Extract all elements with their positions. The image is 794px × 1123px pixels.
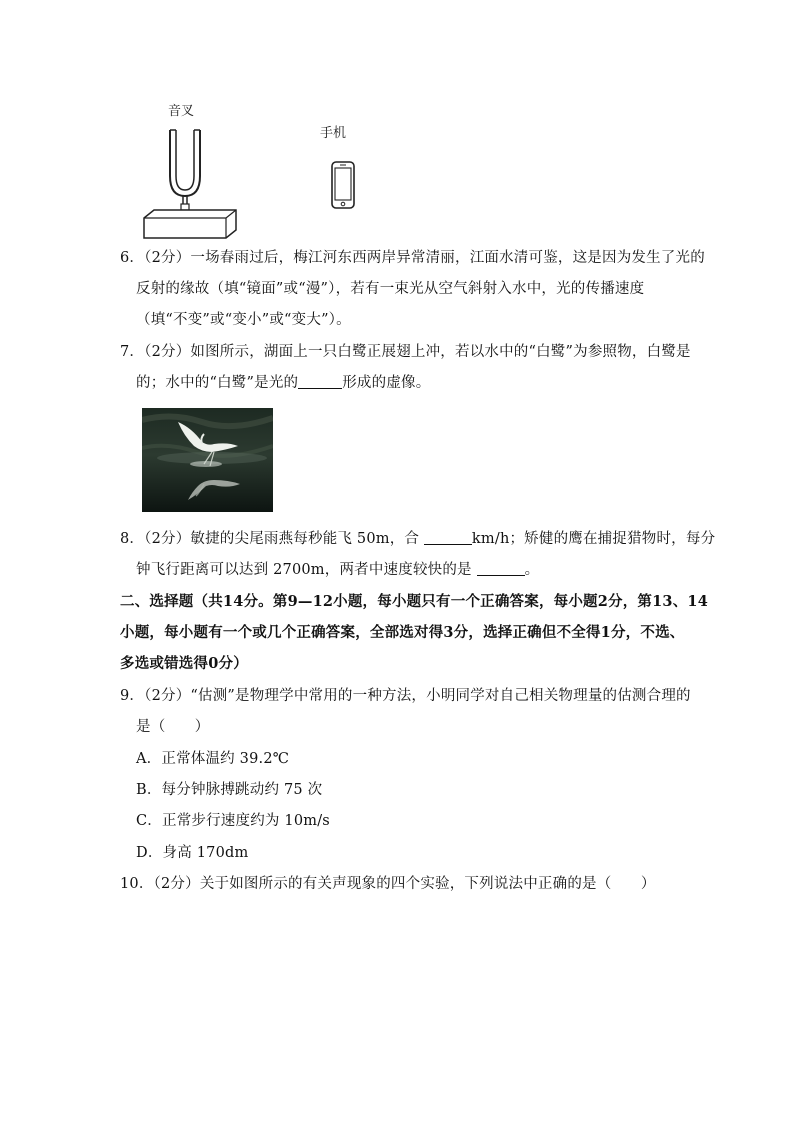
q6-line-1: 6．（2分）一场春雨过后，梅江河东西两岸异常清丽，江面水清可鉴，这是因为发生了光的 — [120, 250, 705, 266]
q8-line-2 — [136, 560, 539, 580]
q7-line-2-text-a: 的；水中的“白鹭”是光的 — [136, 375, 299, 391]
section-2-heading-line-1: 二、选择题（共14分。第9—12小题，每小题只有一个正确答案，每小题2分，第13、14 — [120, 593, 708, 610]
phone-label: 手机 — [320, 126, 347, 141]
q7-answer-blank[interactable] — [298, 374, 342, 389]
q7-line-2 — [136, 373, 430, 393]
q9-option-d[interactable]: D．身高 170dm — [136, 845, 249, 861]
q6-line-2: 反射的缘故（填“镜面”或“漫”），若有一束光从空气斜射入水中，光的传播速度 — [136, 281, 645, 297]
q9-option-a[interactable]: A．正常体温约 39.2℃ — [136, 751, 290, 767]
q9-option-b[interactable]: B．每分钟脉搏跳动约 75 次 — [136, 782, 323, 798]
q8-line-1 — [120, 529, 715, 549]
q9-line-1: 9．（2分）“估测”是物理学中常用的一种方法，小明同学对自己相关物理量的估测合理的 — [120, 688, 691, 704]
q9-line-2: 是（ ） — [136, 719, 210, 735]
q10-line-1: 10．（2分）关于如图所示的有关声现象的四个实验，下列说法中正确的是（ ） — [120, 876, 656, 892]
q8-line-1-text-b: km/h；矫健的鹰在捕捉猎物时，每分 — [471, 531, 716, 547]
section-2-heading-line-3: 多选或错选得0分） — [120, 655, 248, 672]
q8-line-2-text-a: 钟飞行距离可以达到 2700m，两者中速度较快的是 — [136, 562, 477, 578]
section-2-heading-line-2: 小题，每小题有一个或几个正确答案，全部选对得3分，选择正确但不全得1分，不选、 — [120, 624, 685, 641]
egret-photo — [142, 408, 273, 512]
q8-answer-blank-1[interactable] — [424, 530, 472, 545]
q8-answer-blank-2[interactable] — [477, 561, 525, 576]
tuning-fork-label: 音叉 — [168, 104, 195, 119]
phone-icon — [330, 160, 356, 210]
q7-line-1: 7．（2分）如图所示，湖面上一只白鹭正展翅上冲，若以水中的“白鹭”为参照物，白鹭是 — [120, 344, 691, 360]
q6-line-3: （填“不变”或“变小”或“变大”）。 — [136, 312, 351, 328]
tuning-fork-icon — [140, 118, 240, 240]
q7-line-2-text-b: 形成的虚像。 — [342, 375, 431, 391]
q8-line-1-text-a: 8．（2分）敏捷的尖尾雨燕每秒能飞 50m，合 — [120, 531, 424, 547]
q9-option-c[interactable]: C．正常步行速度约为 10m/s — [136, 813, 330, 829]
q8-line-2-text-b: 。 — [524, 562, 540, 578]
